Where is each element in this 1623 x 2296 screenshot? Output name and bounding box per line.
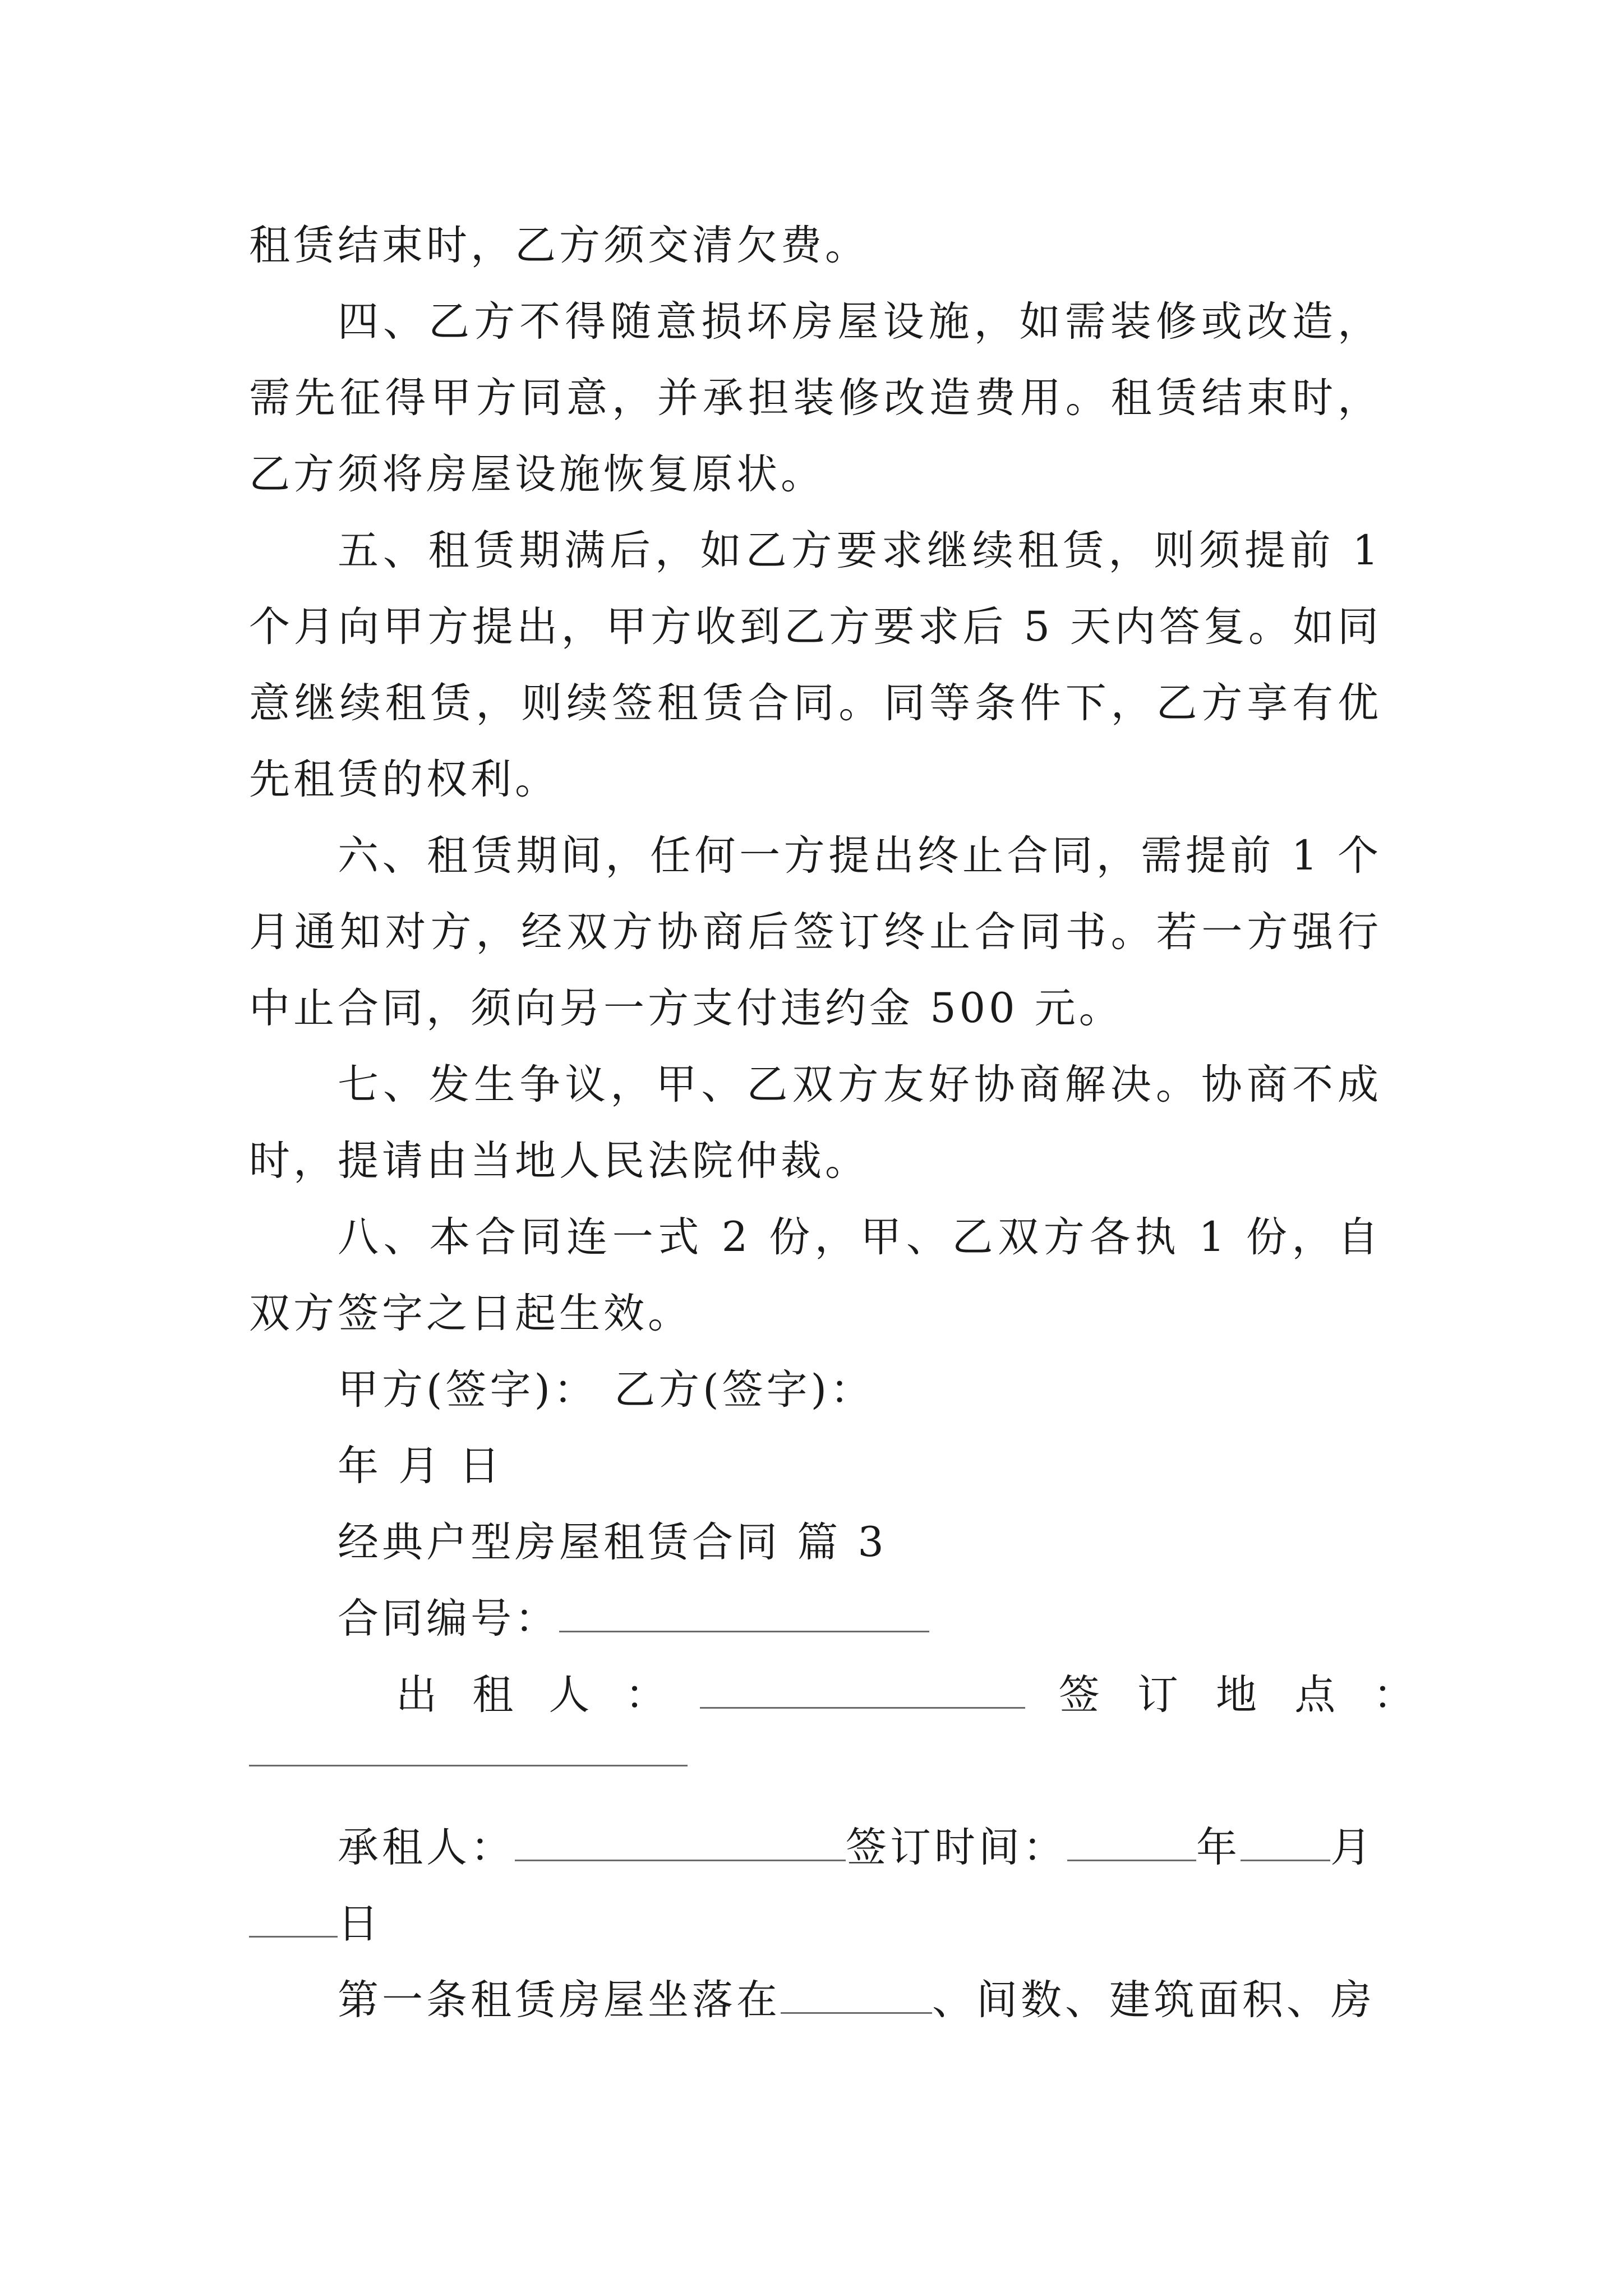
lessee-row (249, 1810, 1382, 1886)
lessor-blank (700, 1668, 1025, 1709)
clause-five: 五、租赁期满后，如乙方要求继续租赁，则须提前 1 个月向甲方提出，甲方收到乙方要求后 5 天内答复。如同意继续租赁，则续签租赁合同。同等条件下，乙方享有优先租赁的权利。 (249, 527, 1382, 803)
year-blank (1067, 1820, 1196, 1861)
lessee-label: 承租人： (338, 1824, 515, 1871)
article-one-end: 、间数、建筑面积、房 (932, 1976, 1375, 2024)
paragraph-0: 租赁结束时，乙方须交清欠费。 (249, 222, 869, 269)
article-one-row (249, 1962, 1382, 2039)
day-blank (249, 1897, 338, 1938)
clause-seven: 七、发生争议，甲、乙双方友好协商解决。协商不成时，提请由当地人民法院仲裁。 (249, 1061, 1382, 1185)
sign-place-blank-row (249, 1733, 1382, 1810)
section-title: 经典户型房屋租赁合同 篇 3 (338, 1519, 887, 1566)
signature-line: 甲方(签字)： 乙方(签字)： (338, 1366, 875, 1414)
sign-place-blank (249, 1765, 688, 1766)
contract-number-row (249, 1581, 1382, 1657)
lessee-blank (515, 1820, 846, 1861)
sign-time-label: 签订时间： (846, 1824, 1067, 1871)
contract-number-label: 合同编号： (338, 1595, 559, 1642)
lessor-label: 出 租 人 ： (396, 1671, 677, 1719)
month-blank (1241, 1820, 1330, 1861)
location-blank (781, 1973, 932, 2014)
year-label: 年 (1196, 1824, 1241, 1871)
sign-place-label: 签 订 地 点 ： (1058, 1671, 1427, 1719)
clause-six: 六、租赁期间，任何一方提出终止合同，需提前 1 个月通知对方，经双方协商后签订终止合同书。若一方强行中止合同，须向另一方支付违约金 500 元。 (249, 832, 1382, 1032)
day-label: 日 (338, 1900, 382, 1948)
article-one-start: 第一条租赁房屋坐落在 (338, 1976, 781, 2024)
month-label: 月 (1330, 1824, 1375, 1871)
date-line: 年 月 日 (338, 1442, 504, 1490)
document-body (249, 208, 1427, 2039)
clause-four: 四、乙方不得随意损坏房屋设施，如需装修或改造，需先征得甲方同意，并承担装修改造费用。租赁结束时，乙方须将房屋设施恢复原状。 (249, 298, 1382, 498)
day-row (249, 1886, 1382, 1962)
lessor-row (249, 1657, 1427, 1733)
clause-eight: 八、本合同连一式 2 份，甲、乙双方各执 1 份，自双方签字之日起生效。 (249, 1213, 1382, 1337)
contract-number-blank (559, 1591, 929, 1632)
